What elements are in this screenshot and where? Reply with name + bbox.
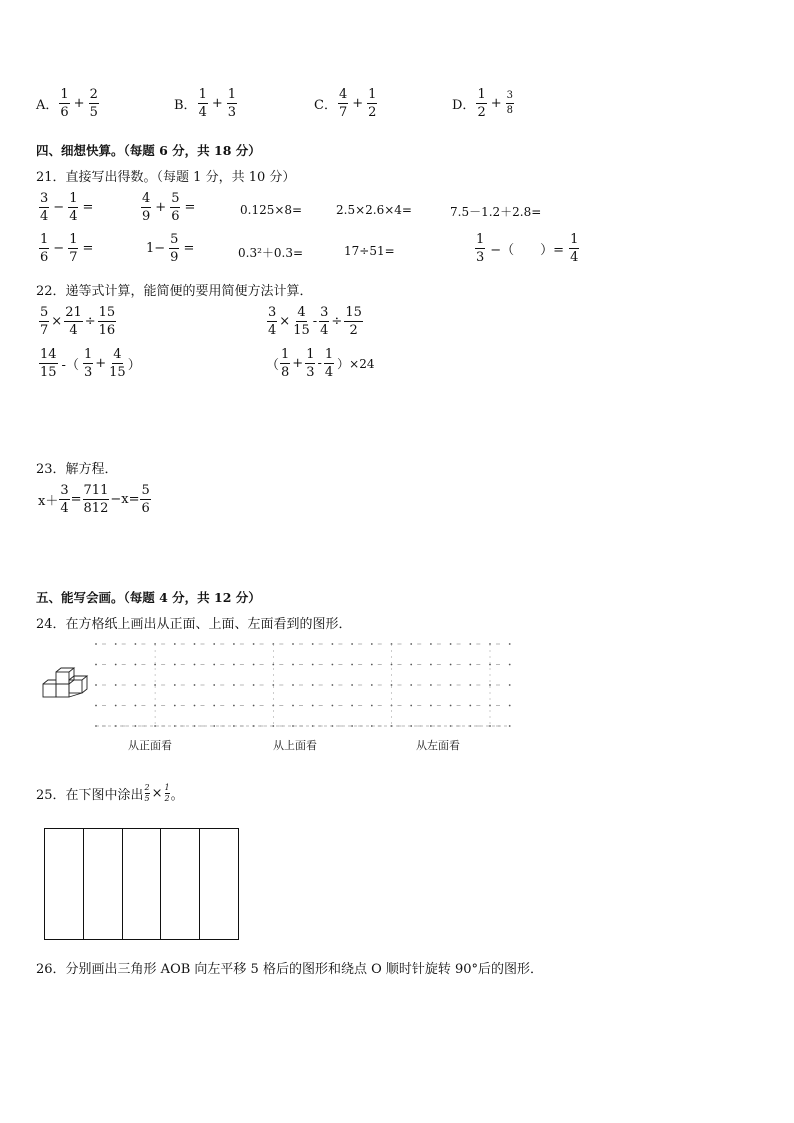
- fraction: $\frac{1}{4}$: [570, 232, 579, 265]
- grid-dot: [194, 664, 196, 666]
- equals: =: [82, 200, 94, 215]
- fraction: $\frac{21}{4}$: [65, 305, 82, 338]
- grid-dot: [351, 705, 353, 707]
- q23-title: 23．解方程．: [36, 462, 118, 477]
- grid-dot: [115, 643, 117, 645]
- grid-dot: [371, 705, 373, 707]
- rect-part[interactable]: [161, 829, 200, 939]
- fraction: $\frac{2}{5}$: [89, 87, 98, 120]
- grid-dot: [509, 684, 511, 686]
- grid-dot: [450, 684, 452, 686]
- operator: ×: [51, 314, 63, 329]
- caption-top-view: 从上面看: [273, 739, 317, 752]
- fraction: $\frac{3}{4}$: [40, 191, 49, 224]
- shading-rectangle[interactable]: [44, 828, 239, 940]
- operator: ÷: [84, 314, 96, 329]
- grid-dot: [430, 725, 432, 727]
- operator: −: [53, 241, 65, 256]
- q25-suffix: 。: [170, 788, 184, 803]
- grid-dot: [489, 684, 491, 686]
- q22-problem-3: [38, 348, 141, 379]
- q21-expr: [146, 233, 197, 264]
- grid-dot: [410, 664, 412, 666]
- grid-dot: [332, 643, 334, 645]
- grid-dot: [194, 705, 196, 707]
- grid-dot: [115, 705, 117, 707]
- q26-title: 26．分别画出三角形 AOB 向左平移 5 格后的图形和绕点 O 顺时针旋转 90°后的图形．: [36, 962, 544, 977]
- operator: ÷: [331, 314, 343, 329]
- grid-dot: [351, 664, 353, 666]
- fraction: $\frac{4}{9}$: [142, 191, 151, 224]
- operator: +: [73, 96, 85, 111]
- fraction: $\frac{711}{812}$: [83, 483, 109, 516]
- operator: −: [53, 200, 65, 215]
- grid-dot: [410, 684, 412, 686]
- fraction: $\frac{5}{6}$: [171, 191, 180, 224]
- q22-problem-2: [266, 306, 364, 337]
- fraction: $\frac{1}{3}$: [476, 232, 485, 265]
- operator: -（: [61, 358, 79, 373]
- grid-dot: [135, 684, 137, 686]
- grid-dot: [292, 664, 294, 666]
- grid-dot: [430, 643, 432, 645]
- fraction: $\frac{3}{4}$: [60, 483, 69, 516]
- q23-equation: [38, 484, 152, 515]
- grid-dot: [410, 643, 412, 645]
- operator: +: [292, 356, 304, 371]
- grid-dot: [95, 684, 97, 686]
- caption-front-view: 从正面看: [128, 739, 172, 752]
- grid-dot: [450, 705, 452, 707]
- q20-option-c: [314, 88, 378, 119]
- equals: =: [183, 241, 195, 256]
- grid-dot: [351, 725, 353, 727]
- fraction: $\frac{1}{3}$: [83, 347, 93, 380]
- grid-dot: [332, 705, 334, 707]
- paren: ）: [127, 358, 141, 373]
- grid-dot: [174, 684, 176, 686]
- fraction: $\frac{5}{9}$: [170, 232, 179, 265]
- fraction: $\frac{2}{5}$: [144, 783, 150, 803]
- grid-dot: [213, 664, 215, 666]
- option-label: B．: [174, 98, 197, 113]
- grid-dot: [233, 705, 235, 707]
- grid-dot: [272, 684, 274, 686]
- fraction: $\frac{1}{4}$: [324, 347, 334, 380]
- operator: -: [317, 356, 322, 371]
- fraction: $\frac{4}{7}$: [338, 87, 348, 120]
- q21-expr: [140, 192, 198, 223]
- grid-dot: [292, 684, 294, 686]
- q21-row-2: [38, 233, 598, 271]
- fraction: $\frac{15}{16}$: [98, 305, 116, 338]
- grid-dot: [253, 664, 255, 666]
- expr-middle: −x=: [110, 492, 140, 507]
- grid-dot: [95, 643, 97, 645]
- q21-expr: [38, 233, 96, 264]
- operator: ×: [151, 786, 163, 801]
- fraction: $\frac{1}{3}$: [306, 347, 315, 380]
- expr-prefix: 1−: [146, 241, 166, 256]
- grid-dot: [135, 643, 137, 645]
- q22-problem-4: [266, 348, 375, 379]
- equals: =: [82, 241, 94, 256]
- equals: =: [184, 200, 196, 215]
- q21-row-1: [38, 192, 598, 230]
- grid-dot: [469, 664, 471, 666]
- fraction: $\frac{1}{4}$: [198, 87, 207, 120]
- grid-dot: [509, 664, 511, 666]
- q24-title: 24．在方格纸上画出从正面、上面、左面看到的图形．: [36, 617, 352, 632]
- grid-dot: [95, 705, 97, 707]
- fraction: $\frac{5}{7}$: [40, 305, 49, 338]
- operator: +: [352, 96, 364, 111]
- paren: （: [266, 358, 280, 373]
- operator: -: [312, 314, 318, 329]
- grid-dot: [312, 705, 314, 707]
- expr-prefix: x＋: [38, 494, 59, 509]
- grid-dot: [233, 684, 235, 686]
- fraction: $\frac{1}{6}$: [60, 87, 69, 120]
- grid-dot: [194, 643, 196, 645]
- q21-title: 21．直接写出得数。（每题 1 分，共 10 分）: [36, 170, 296, 185]
- caption-left-view: 从左面看: [416, 739, 460, 752]
- fraction: $\frac{1}{2}$: [368, 87, 377, 120]
- grid-dot: [371, 643, 373, 645]
- operator: +: [211, 96, 223, 111]
- grid-dot: [213, 725, 215, 727]
- fraction: $\frac{1}{7}$: [69, 232, 78, 265]
- fraction: $\frac{14}{15}$: [40, 347, 57, 380]
- grid-dot: [194, 684, 196, 686]
- fraction: $\frac{3}{4}$: [320, 305, 329, 338]
- q21-expr: [38, 192, 96, 223]
- operator: +: [95, 356, 107, 371]
- cube-figure: [40, 667, 92, 703]
- operator: +: [155, 200, 167, 215]
- q21-expr: 0.125×8=: [240, 203, 303, 217]
- grid-dot: [253, 705, 255, 707]
- paren-times: ）×24: [337, 357, 375, 371]
- q20-option-a: [36, 88, 100, 119]
- grid-dot: [213, 643, 215, 645]
- grid-dot: [213, 705, 215, 707]
- grid-dot: [253, 643, 255, 645]
- grid-dot: [115, 664, 117, 666]
- grid-dot: [430, 664, 432, 666]
- grid-dot: [371, 664, 373, 666]
- grid-dot: [312, 684, 314, 686]
- grid-dot: [430, 684, 432, 686]
- fraction: $\frac{3}{8}$: [506, 90, 513, 116]
- grid-dot: [469, 705, 471, 707]
- grid-dot: [233, 664, 235, 666]
- operator: +: [490, 96, 502, 111]
- q25-title: [36, 784, 184, 803]
- rect-part[interactable]: [45, 829, 84, 939]
- grid-dot: [174, 643, 176, 645]
- grid-dot: [292, 705, 294, 707]
- q20-option-d: [452, 88, 515, 119]
- fraction: $\frac{4}{15}$: [109, 347, 126, 380]
- grid-dot: [253, 684, 255, 686]
- grid-dot: [332, 664, 334, 666]
- grid-dot: [174, 664, 176, 666]
- fraction: $\frac{1}{8}$: [281, 347, 290, 380]
- grid-dot: [430, 705, 432, 707]
- q21-expr: 7.5－1.2＋2.8=: [450, 205, 542, 219]
- grid-dot: [292, 643, 294, 645]
- section-4-heading: 四、细想快算。（每题 6 分，共 18 分）: [36, 143, 261, 158]
- grid-dot: [450, 643, 452, 645]
- fraction: $\frac{1}{3}$: [227, 87, 237, 120]
- grid-dot: [469, 643, 471, 645]
- blank-parens[interactable]: −（ ）=: [490, 243, 565, 258]
- fraction: $\frac{15}{2}$: [345, 305, 362, 338]
- grid-dot: [213, 684, 215, 686]
- grid-dot: [410, 705, 412, 707]
- option-label: D．: [452, 98, 476, 113]
- grid-dot: [292, 725, 294, 727]
- grid-dot: [154, 684, 156, 686]
- rect-part[interactable]: [200, 829, 238, 939]
- q21-expr: 0.3²＋0.3=: [238, 246, 304, 260]
- fraction: $\frac{5}{6}$: [141, 483, 150, 516]
- grid-dot: [233, 643, 235, 645]
- grid-dot: [509, 705, 511, 707]
- dot-grid[interactable]: [92, 640, 528, 732]
- grid-dot: [312, 664, 314, 666]
- q21-expr: 2.5×2.6×4=: [336, 203, 412, 217]
- grid-dot: [135, 705, 137, 707]
- fraction: $\frac{1}{2}$: [477, 87, 486, 120]
- grid-dot: [371, 684, 373, 686]
- operator: ×: [279, 314, 291, 329]
- grid-dot: [509, 643, 511, 645]
- grid-dot: [351, 643, 353, 645]
- q22-title: 22．递等式计算，能简便的要用简便方法计算．: [36, 284, 313, 299]
- section-5-heading: 五、能写会画。（每题 4 分，共 12 分）: [36, 590, 261, 605]
- option-label: A．: [36, 98, 59, 113]
- grid-dot: [154, 725, 156, 727]
- fraction: $\frac{1}{2}$: [164, 783, 170, 803]
- option-label: C．: [314, 98, 337, 113]
- q22-problem-1: [38, 306, 117, 337]
- grid-dot: [351, 684, 353, 686]
- grid-dot: [174, 705, 176, 707]
- fraction: $\frac{3}{4}$: [268, 305, 277, 338]
- q25-prefix: 25．在下图中涂出: [36, 788, 144, 803]
- rect-part[interactable]: [84, 829, 123, 939]
- grid-dot: [95, 664, 97, 666]
- grid-dot: [450, 664, 452, 666]
- q20-option-b: [174, 88, 238, 119]
- fraction: $\frac{1}{6}$: [40, 232, 49, 265]
- fraction: $\frac{1}{4}$: [69, 191, 78, 224]
- fraction: $\frac{4}{15}$: [293, 305, 310, 338]
- grid-dot: [332, 684, 334, 686]
- q21-expr: [474, 233, 580, 264]
- grid-dot: [135, 664, 137, 666]
- rect-part[interactable]: [123, 829, 162, 939]
- q21-expr: 17÷51=: [344, 244, 395, 258]
- grid-dot: [469, 684, 471, 686]
- equals: =: [70, 492, 82, 507]
- q20-options: [36, 88, 596, 128]
- grid-dot: [115, 684, 117, 686]
- grid-dot: [312, 643, 314, 645]
- grid-dot: [391, 684, 393, 686]
